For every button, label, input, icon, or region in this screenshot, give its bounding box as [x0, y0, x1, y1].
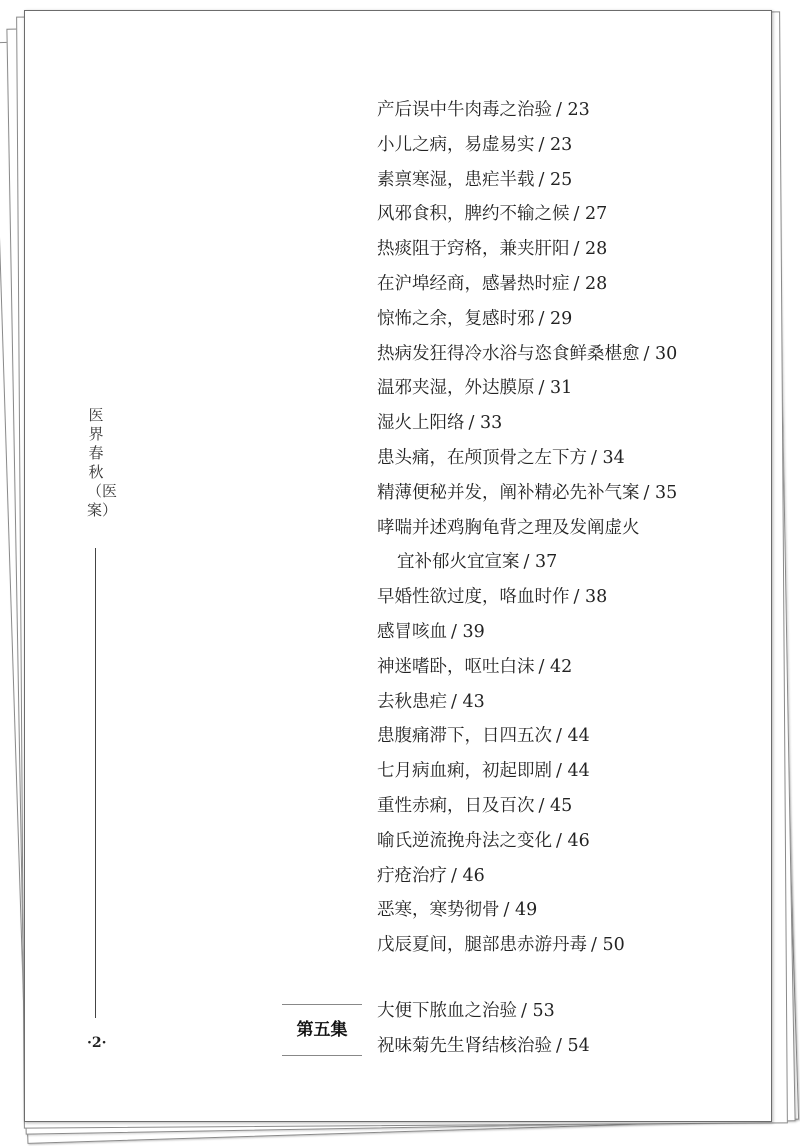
toc-entry	[377, 685, 767, 720]
toc-entry-title: 喻氏逆流挽舟法之变化	[377, 830, 552, 851]
toc-entry	[377, 441, 767, 476]
section-label: 第五集	[282, 1004, 362, 1056]
toc-entry-page: / 46	[556, 830, 590, 851]
toc-entry-title: 风邪食积，脾约不输之候	[377, 204, 570, 225]
toc-entry-page: / 35	[643, 482, 678, 503]
toc-entry	[377, 824, 767, 859]
toc-entry-page: / 29	[538, 308, 573, 329]
toc-entry-title: 精薄便秘并发，阐补精必先补气案	[377, 482, 640, 503]
toc-entry-page: / 46	[451, 865, 485, 886]
toc-entry-page: / 42	[538, 656, 573, 677]
toc-entry-title: 温邪夹湿，外达膜原	[377, 378, 535, 399]
toc-entry-page: / 38	[573, 587, 608, 608]
toc-entry-page: / 50	[591, 935, 625, 956]
toc-entry	[377, 232, 767, 267]
toc-entry	[377, 754, 767, 789]
toc-entry-page: / 39	[451, 621, 485, 642]
toc-entry-title: 宜补郁火宜宣案	[397, 552, 520, 573]
toc-entry	[377, 994, 767, 1029]
toc-entry-title: 七月病血痢，初起即剧	[377, 761, 552, 782]
toc-entry	[377, 337, 767, 372]
toc-entry-title: 重性赤痢，日及百次	[377, 795, 535, 816]
toc-entry-title: 戊辰夏间，腿部患赤游丹毒	[377, 935, 587, 956]
toc-entry-page: / 34	[591, 447, 625, 468]
toc-entry-page: / 31	[538, 378, 573, 399]
toc-entry-page: / 30	[643, 343, 678, 364]
toc-entry	[377, 476, 767, 511]
toc-entry	[377, 128, 767, 163]
toc-entry-page: / 45	[538, 795, 573, 816]
toc-entry-title: 素禀寒湿，患疟半载	[377, 169, 535, 190]
table-of-contents	[377, 93, 767, 963]
toc-entry	[377, 406, 767, 441]
toc-entry	[377, 267, 767, 302]
toc-entry-page: / 37	[523, 552, 558, 573]
toc-entry-title: 在沪埠经商，感暑热时症	[377, 273, 570, 294]
toc-entry-page: / 49	[503, 900, 538, 921]
toc-entry-title: 小儿之病，易虚易实	[377, 134, 535, 155]
toc-entry	[377, 650, 767, 685]
toc-entry-title: 感冒咳血	[377, 621, 447, 642]
toc-entry-page: / 27	[573, 204, 608, 225]
toc-entry	[377, 1029, 767, 1064]
toc-entry-page: / 28	[573, 273, 608, 294]
toc-entry-title: 患腹痛滞下，日四五次	[377, 726, 552, 747]
toc-entry-title: 大便下脓血之治验	[377, 1001, 517, 1021]
toc-entry-title: 热痰阻于窍格，兼夹肝阳	[377, 239, 570, 260]
toc-entry	[377, 719, 767, 754]
toc-entry-title: 热病发狂得冷水浴与恣食鲜桑椹愈	[377, 343, 640, 364]
toc-entry	[377, 163, 767, 198]
toc-entry-page: / 25	[538, 169, 573, 190]
toc-entry-title: 神迷嗜卧，呕吐白沫	[377, 656, 535, 677]
toc-entry-page: / 44	[556, 726, 590, 747]
toc-entry	[377, 580, 767, 615]
toc-entry-title: 惊怖之余，复感时邪	[377, 308, 535, 329]
toc-entry-title: 产后误中牛肉毒之治验	[377, 100, 552, 120]
toc-entry	[377, 893, 767, 928]
toc-entry	[377, 789, 767, 824]
toc-entry-page: / 23	[538, 134, 573, 155]
toc-entry	[377, 615, 767, 650]
toc-entry-title: 早婚性欲过度，咯血时作	[377, 587, 570, 608]
toc-entry-title: 哮喘并述鸡胸龟背之理及发阐虚火	[377, 517, 640, 538]
toc-entry	[377, 859, 767, 894]
toc-entry-title: 患头痛，在颅顶骨之左下方	[377, 447, 587, 468]
toc-entry	[377, 302, 767, 337]
section-table-of-contents	[377, 994, 767, 1064]
toc-entry-page: / 54	[556, 1035, 590, 1056]
page-number: ·2·	[87, 1035, 107, 1051]
margin-rule	[95, 548, 96, 1018]
toc-entry-page: / 33	[468, 413, 503, 434]
toc-entry-page: / 53	[521, 1001, 555, 1021]
toc-entry-title: 疔疮治疗	[377, 865, 447, 886]
toc-entry	[377, 197, 767, 232]
toc-entry-page: / 44	[556, 761, 590, 782]
toc-entry	[377, 928, 767, 963]
toc-entry-page: / 28	[573, 239, 608, 260]
toc-entry-title: 湿火上阳络	[377, 413, 465, 434]
running-title: 医界春秋（医案）	[87, 406, 118, 519]
toc-entry	[377, 545, 767, 580]
toc-entry-title: 恶寒，寒势彻骨	[377, 900, 500, 921]
book-page	[24, 10, 772, 1122]
toc-entry-page: / 23	[556, 100, 590, 120]
toc-entry-title: 去秋患疟	[377, 691, 447, 712]
toc-entry	[377, 511, 767, 546]
toc-entry-title: 祝味菊先生肾结核治验	[377, 1035, 552, 1056]
toc-entry	[377, 371, 767, 406]
toc-entry-page: / 43	[451, 691, 485, 712]
toc-entry	[377, 93, 767, 128]
